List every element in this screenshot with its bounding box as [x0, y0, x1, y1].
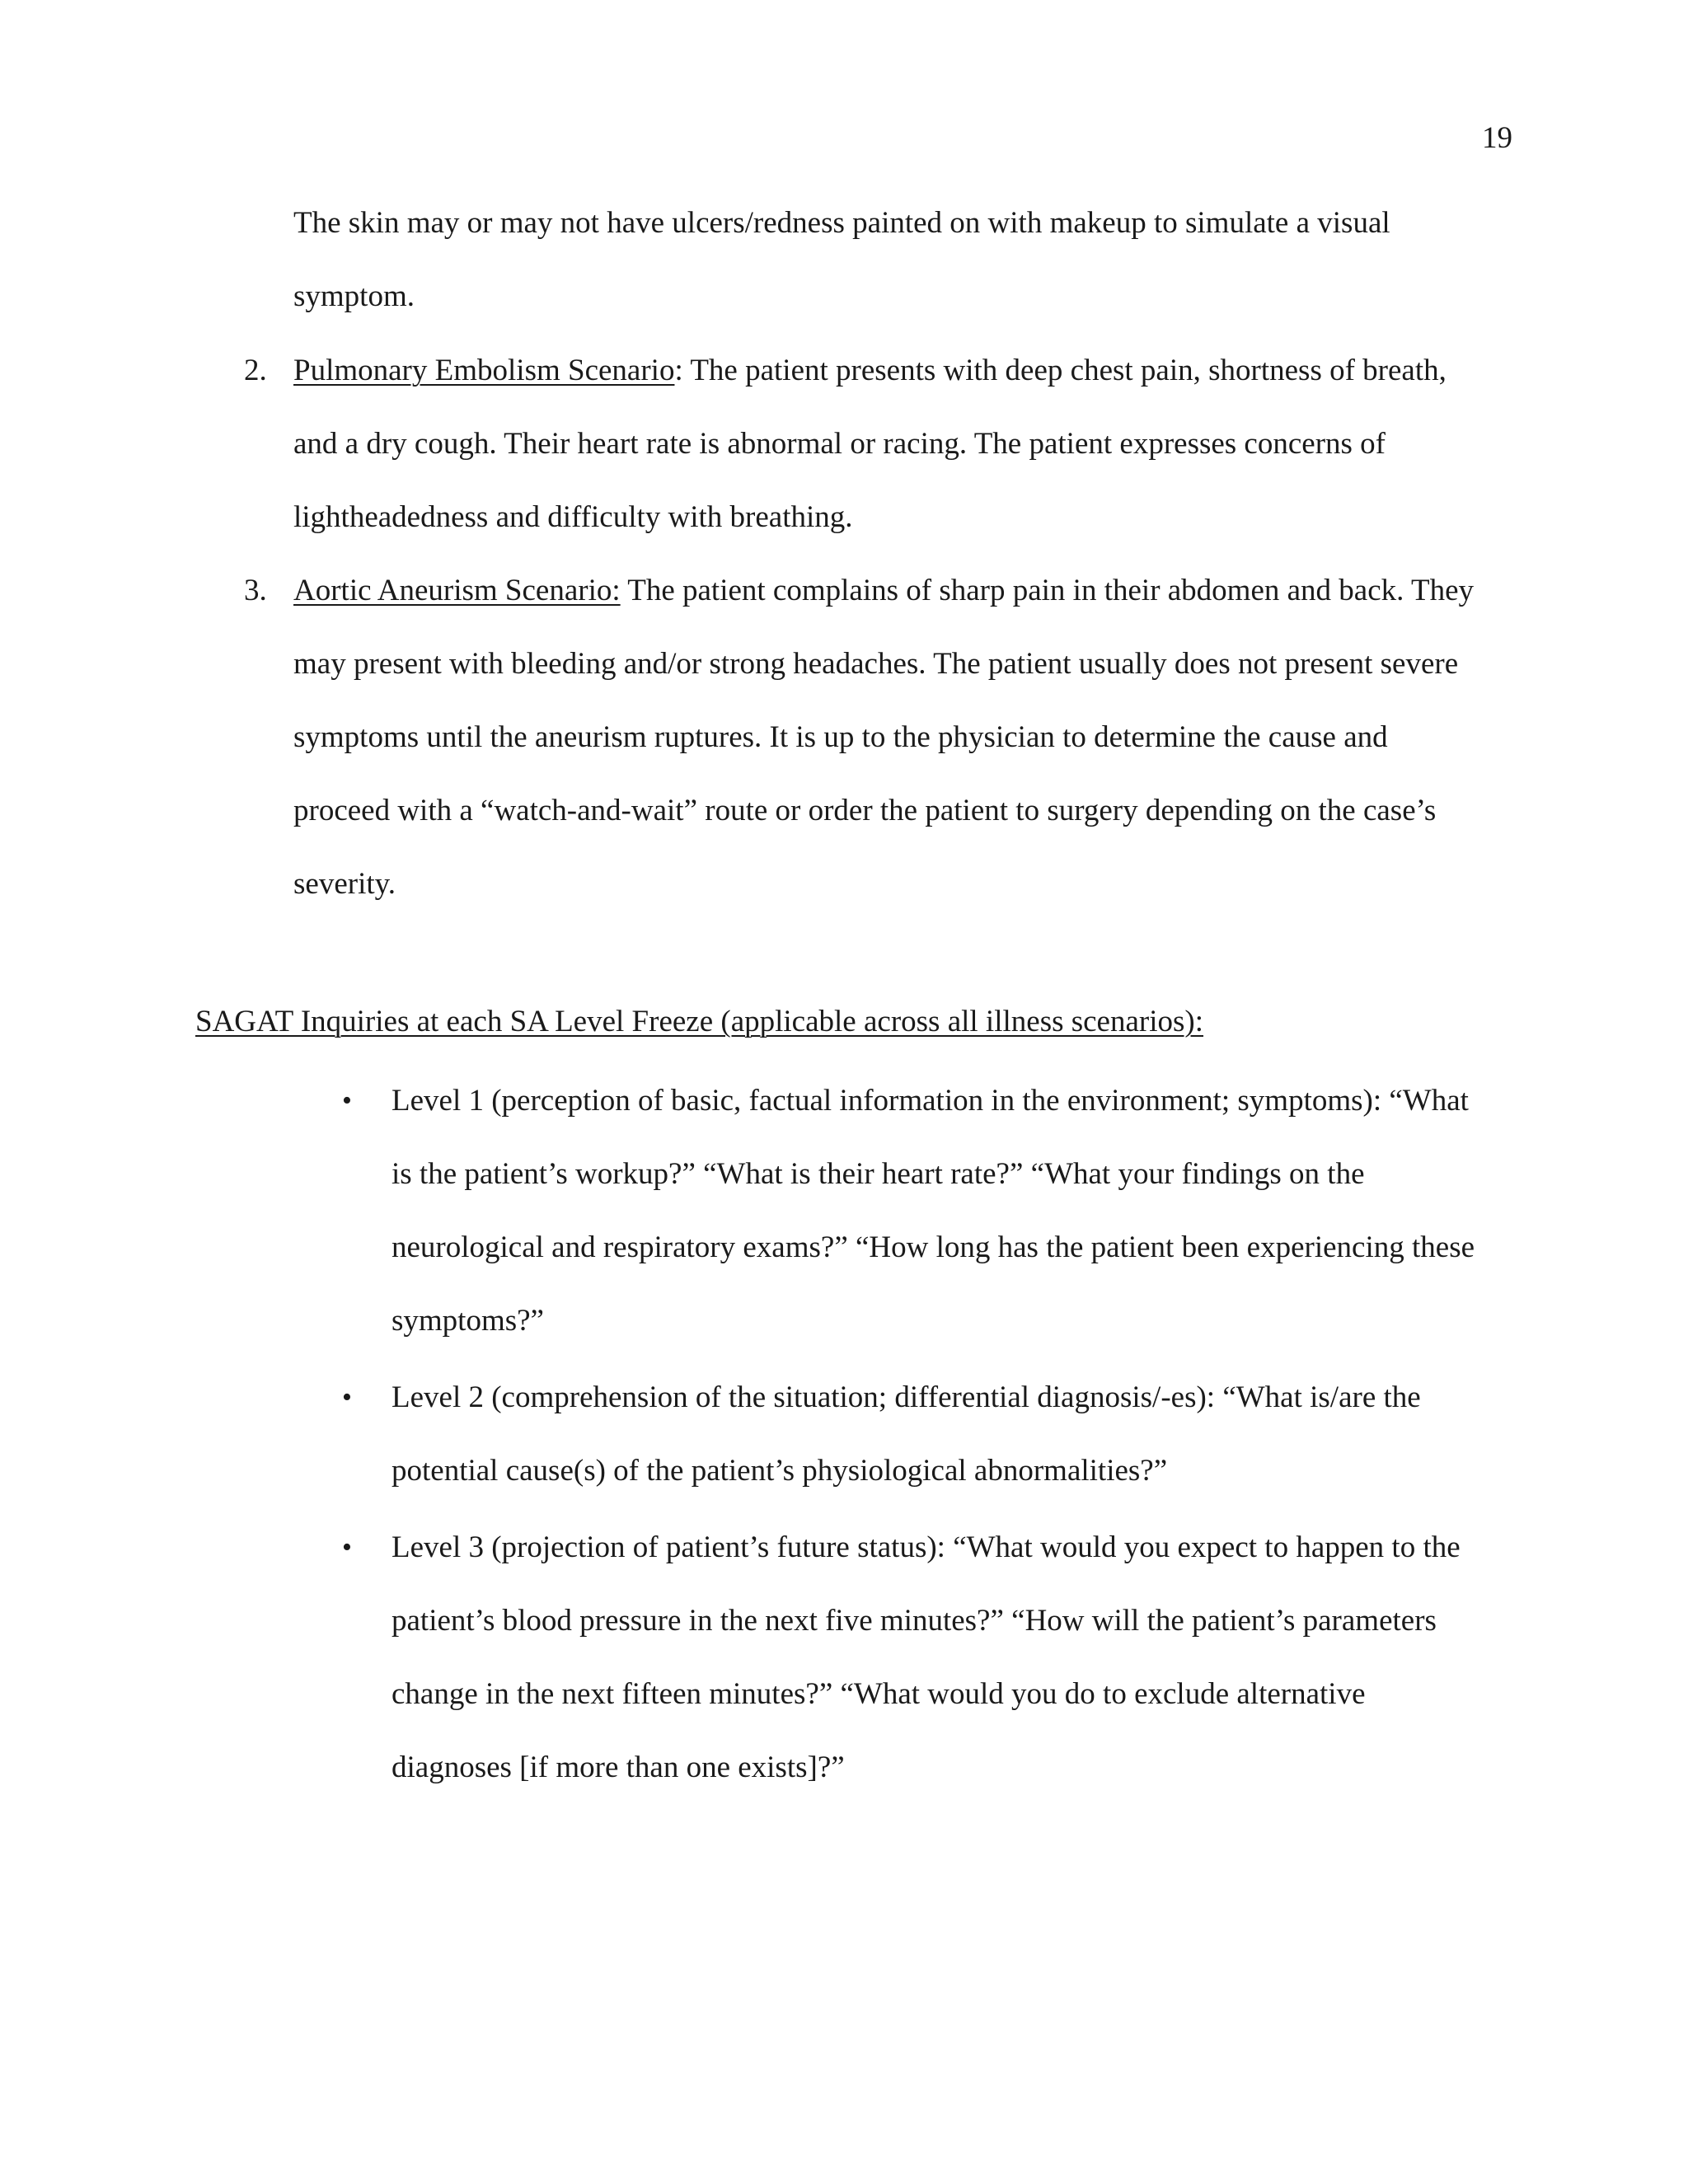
sa-level-text: Level 1 (perception of basic, factual information in the environment; symptoms): “What is the patient’s workup?” “What is their heart rate?” “What your findings on the neurological and respiratory exams?” “How long has the patient been experiencing these symptoms?” — [392, 1084, 1475, 1338]
scenario-item-pulmonary-embolism — [244, 334, 1480, 554]
scenario-title: Aortic Aneurism Scenario: — [293, 574, 621, 607]
continued-paragraph: The skin may or may not have ulcers/redness painted on with makeup to simulate a visual symptom. — [293, 206, 1390, 313]
list-number: 2. — [244, 354, 267, 387]
scenario-list — [244, 334, 1480, 921]
scenario-item-aortic-aneurism — [244, 554, 1480, 921]
sa-level-item-2 — [342, 1361, 1479, 1507]
sa-level-list — [342, 1064, 1479, 1807]
bullet-icon: • — [342, 1382, 352, 1413]
scenario-title-separator: : — [674, 354, 683, 387]
sa-level-text: Level 2 (comprehension of the situation; differential diagnosis/-es): “What is/are the potential cause(s) of the patient’s physiological abnormalities?” — [392, 1380, 1421, 1488]
sa-level-item-1 — [342, 1064, 1479, 1357]
page-number: 19 — [1482, 121, 1512, 155]
sa-level-item-3 — [342, 1511, 1479, 1804]
bullet-icon: • — [342, 1085, 352, 1116]
sa-level-text: Level 3 (projection of patient’s future status): “What would you expect to happen to the patient’s blood pressure in the next five minutes?” “How will the patient’s parameters change in the next fifteen minutes?” “What would you do to exclude alternative diagnoses [if more than one exists]?” — [392, 1530, 1461, 1784]
scenario-title: Pulmonary Embolism Scenario — [293, 354, 675, 387]
scenario-text: The patient presents with deep chest pain, shortness of breath, and a dry cough. Their heart rate is abnormal or racing. The patient expresses concerns of lightheadedness and difficulty with breathing. — [293, 354, 1447, 534]
section-heading: SAGAT Inquiries at each SA Level Freeze (applicable across all illness scenarios): — [195, 1005, 1204, 1038]
scenario-text: The patient complains of sharp pain in their abdomen and back. They may present with bleeding and/or strong headaches. The patient usually does not present severe symptoms until the aneurism ruptures. It is up to the physician to determine the cause and proceed with a “watch-and-wait” route or order the patient to surgery depending on the case’s severity. — [293, 574, 1475, 901]
list-number: 3. — [244, 574, 267, 607]
bullet-icon: • — [342, 1532, 352, 1563]
